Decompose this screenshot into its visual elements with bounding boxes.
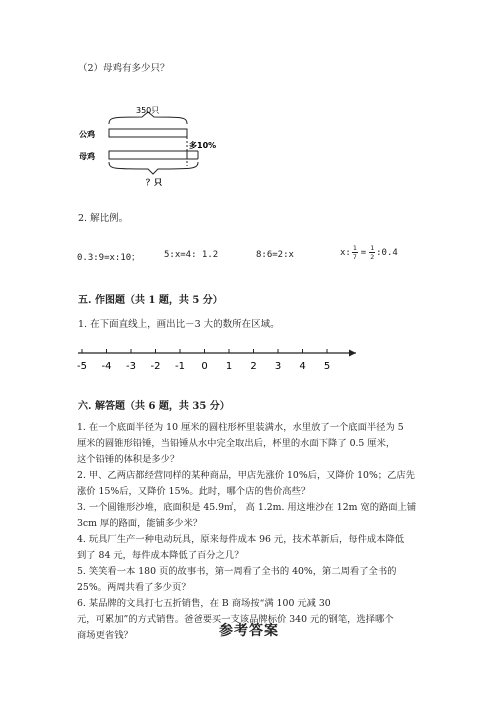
answer-question-line: 3. 一个圆锥形沙堆，底面积是 45.9㎡， 高 1.2m. 用这堆沙在 12m 宽的路面上铺 [77,502,417,513]
answer-question-line: 涨价 15%后，又降价 15%。此时，哪个店的售价高些？ [77,486,311,497]
number-line-tick-label: -1 [175,361,185,372]
proportion-eq-3: 8:6=2:x [256,250,294,260]
answers-title: 参考答案 [219,623,279,639]
number-line-tick-label: -4 [101,361,112,372]
answer-question-line: 25%。两周共看了多少页？ [77,582,191,593]
eq4-equals: = [360,247,367,258]
answer-question-line: 3cm 厚的路面，能铺多少米？ [77,518,203,529]
solve-proportion-title: 2. 解比例。 [78,213,129,224]
number-line-tick-label: 5 [323,361,331,372]
answer-question-line: 到了 84 元，每件成本降低了百分之几？ [77,550,244,561]
fraction-numerator: 1 [370,244,375,252]
fraction-denominator: 2 [370,253,375,261]
eq4-prefix: x: [340,247,351,258]
number-line-tick-label: -3 [126,361,136,372]
number-line-tick-label: -5 [77,361,87,372]
fraction-1-2 [369,244,375,261]
eq4-suffix: :0.4 [376,247,398,258]
answer-question-line: 5. 笑笑看一本 180 页的故事书，第一周看了全书的 40%，第二周看了全书的 [77,566,397,577]
number-line-tick-label: 0 [201,361,208,372]
number-line-tick-label: 3 [274,361,282,372]
hen-label: 母鸡 [79,152,95,161]
answer-question-line: 这个铅锤的体积是多少？ [77,454,180,465]
answer-question-line: 商场更省钱？ [77,630,133,641]
bottom-brace [109,162,198,174]
section-6-body [77,420,437,644]
answer-question-line: 元，可累加”的方式销售。爸爸要买一支该品牌标价 340 元的钢笔，选择哪个 [77,614,394,625]
number-line-tick-label: 2 [250,361,257,372]
section-6-title: 六. 解答题（共 6 题，共 35 分） [78,401,230,412]
proportion-eq-2: 5:x=4: 1.2 [164,250,219,260]
section-5-question-1: 1. 在下面直线上，画出比－3 大的数所在区域。 [78,319,280,330]
number-line-tick-label: 1 [225,361,233,372]
rooster-bar [109,129,187,137]
hen-bar [109,151,187,159]
section-5-title: 五. 作图题（共 1 题，共 5 分） [78,295,223,306]
proportion-eq-1: 0.3:9=x:10； [77,253,141,263]
answer-question-line: 1. 在一个底面半径为 10 厘米的圆柱形杯里装满水，水里放了一个底面半径为 5 [77,422,404,433]
bottom-brace-label: ？只 [146,178,162,187]
answer-question-line: 6. 某品牌的文具打七五折销售，在 B 商场按“满 100 元减 30 [77,598,331,609]
number-line-tick-label: -2 [150,361,161,372]
number-line-tick-label: 4 [299,361,306,372]
answer-question-line: 4. 玩具厂生产一种电动玩具，原来每件成本 96 元，技术革新后，每件成本降低 [77,534,405,545]
fraction-numerator: 1 [352,244,357,252]
rooster-label: 公鸡 [79,130,95,139]
extra-percent-label: 多10% [189,141,217,150]
fraction-1-7 [352,244,358,261]
number-line-arrow [349,350,356,357]
segment-diagram [76,104,236,190]
answer-question-line: 厘米的圆锥形铅锤，当铅锤从水中完全取出后，杯里的水面下降了 0.5 厘米， [77,438,396,449]
fraction-denominator: 7 [352,253,357,261]
proportion-eq-4 [340,244,398,261]
top-brace-label: 350只 [136,106,160,115]
number-line [70,343,360,377]
question-2-title: （2）母鸡有多少只？ [78,63,170,74]
answer-question-line: 2. 甲、乙两店都经营同样的某种商品，甲店先涨价 10%后，又降价 10%；乙店先 [77,470,415,481]
